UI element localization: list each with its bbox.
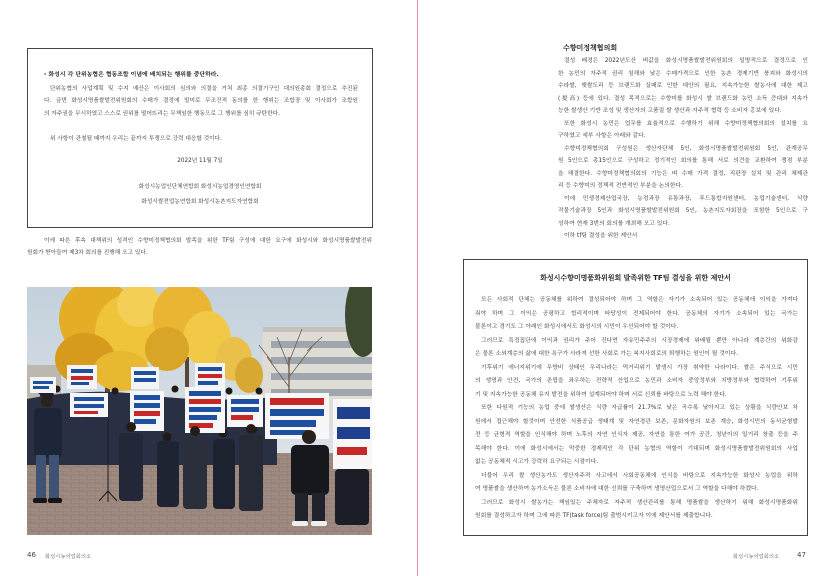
person-body: [239, 435, 263, 511]
sign-lettering-block: [74, 404, 104, 408]
sign-lettering-block: [231, 407, 259, 412]
protest-sign: [185, 387, 225, 433]
person-head: [126, 422, 136, 432]
intro-line: 작물기술과장 5인과 화성시명품쌀발전위원회 5인, 농촌지도자회장을 포함한 5인으로 구: [558, 208, 808, 214]
sign-board: [30, 377, 56, 393]
proposal-line: 목해야 한다. 이에 화성시에서는 막중한 경제적인 각 단위 농협의 역할이 기대되며 화성시명품쌀발전위원회의 사업: [475, 445, 798, 452]
sign-lettering-block: [33, 386, 49, 389]
protest-sign: [70, 393, 108, 417]
protest-sign: [333, 399, 372, 469]
person-head: [256, 388, 263, 395]
proposal-line: 원에서 접근해야 할것이며 안전한 식품공급 생태계 및 자연경관 보존, 문화자원의 보존 계승, 화성시민의 동서균형발: [475, 418, 798, 425]
protest-sign: [195, 363, 225, 389]
statement-date: 2022년 11월 7일: [177, 158, 223, 164]
protest-sign: [30, 377, 56, 393]
sign-lettering-block: [198, 367, 222, 371]
intro-line: 구하였고 세부 사항은 아래와 같다.: [558, 133, 646, 139]
intro-line: 이에 민생경제산업국장, 농정과장 유통과장, 푸드통합지원센터, 농업기술센터, 식량: [564, 195, 808, 202]
statement-body-line: 단위농협의 사업계획 및 수지 예산은 이사회의 심의와 의결을 거쳐 최종 의결기구인 대의원총회 결정으로 추진된: [50, 86, 358, 92]
intro-line: 결성 배경은 2022년도산 벼값을 화성시명품쌀발전위원회의 일방적으로 결정으로 인: [564, 58, 808, 64]
sign-lettering-block: [134, 378, 156, 382]
sign-lettering-block: [198, 381, 218, 385]
sign-lettering-block: [231, 415, 253, 420]
intro-line: 수향미정책협의회 구성원은 생산자단체 5인, 화성시명품쌀발전위원회 5인, 관계공무: [564, 145, 808, 152]
sign-lettering-block: [189, 399, 221, 404]
proposal-line: 더불어 우리 쌀 생산농가도 생산자주적 사고에서 사회공동체에 인식을 바탕으로 지속가능한 화성시 농업을 위하: [481, 472, 798, 479]
sign-lettering-block: [270, 430, 308, 435]
person-head: [226, 388, 233, 395]
page-number-left: 46: [27, 551, 36, 559]
intro-line: 이하 tf팀 결성을 위한 제안서: [564, 233, 638, 239]
follow-up-line: 이에 따른 후속 대책위의 성격인 수향미정책협의회 발족을 위한 TF팀 구성에 대한 요구에 화성시와 화성시명품쌀발전위: [44, 238, 372, 244]
person-shoe: [311, 521, 327, 526]
proposal-line: 또한 다원적 기능의 농업 중에 쌀생산은 식량 자급률이 21.7%로 낮은 곡수록 낮아지고 있는 상황을 식량안보 차: [481, 405, 798, 411]
proposal-line: 기 및 지속가능한 공동체 유지 발전을 위하여 설계되어야 하며 서로 신뢰를 바탕으로 노력 해야 한다.: [475, 391, 727, 398]
statement-closing: 위 사항이 관철될 때까지 우리는 끝까지 투쟁으로 강력 대응할 것이다.: [50, 136, 222, 142]
footer-label-right: 화성시농어업회의소: [733, 554, 780, 560]
intro-line: 성하여 현재 3번의 회의를 개최해 오고 있다.: [558, 220, 670, 227]
intro-line: 또한 화성시 농민은 업무를 효율적으로 수행하기 위해 수향미정책협의회의 설치를 요: [564, 120, 808, 127]
person-leg: [36, 455, 46, 499]
statement-body-line: 다. 금번 화성시명품쌀발전위원회의 수매가 결정에 빌미로 무조건적 동의를 한 행위는 조합장 및 이사회가 조합원: [44, 98, 358, 104]
person-head: [112, 388, 119, 395]
intro-line: (提高) 등에 있다. 결성 목적으로는 수향미를 화성시 쌀 브랜드화 농민 소득 증대와 지속가: [558, 95, 808, 102]
person-jacket: [34, 408, 62, 458]
intro-line: 을 해결한다. 수향미정책협의회의 기능은 벼 수매 가격 결정, 직판장 설치 및 관리 체제관: [558, 170, 808, 177]
statement-body-line: 의 자주권을 무시하였고 스스로 권위를 떨어뜨리는 무책임한 행동으로 그 행위를 심히 규탄한다.: [44, 111, 280, 117]
statement-headline: - 화성시 각 단위농협은 협동조합 이념에 배치되는 행위를 중단하라.: [44, 72, 219, 78]
person-jacket: [291, 445, 329, 495]
proposal-line: 여 명품쌀을 생산하여 농가소득은 물론 소비자에 대한 신뢰를 구축하여 생명산업으로서 그 역할을 다해야 하겠다.: [475, 486, 759, 492]
sign-lettering-block: [134, 371, 156, 375]
intro-line: 수라쌀, 햇쌀도리 등 브랜드화 실패로 인한 대안의 필요, 지속가능한 쌀농사에 대한 제고: [558, 83, 808, 89]
proposal-line: 물론이고 경기도 그 아래인 화성시에서도 화성시의 시민이 우선되어야 할 것이다.: [475, 324, 679, 330]
sign-lettering-block: [71, 369, 93, 373]
person-head: [163, 433, 172, 442]
tree-canopy: [145, 327, 189, 371]
proposal-line: 은 물론 소외계층의 삶에 대한 욕구가 사라져 선한 사회로 가는 복지사회로의 퇴행하는 원인이 될 것이다.: [475, 351, 738, 357]
sign-lettering-block: [189, 415, 217, 420]
sign-lettering-block: [270, 398, 324, 405]
sign-lettering-block: [189, 391, 221, 396]
proposal-line: 전 등 균형적 역할을 인식해야 하며 노후의 자연 인식자 제공, 자연을 통한 여가 공간, 청년이의 일거리 창출 등을 주: [475, 432, 798, 438]
sign-lettering-block: [134, 419, 156, 424]
sign-lettering-block: [71, 382, 89, 385]
sign-lettering-block: [33, 381, 53, 384]
person-leg: [312, 493, 325, 523]
person-head: [190, 426, 200, 436]
proposal-line: 없는 공동체적 시고가 강력히 요구되는 시점이다.: [475, 459, 599, 465]
person-body: [213, 439, 235, 509]
footer-label-left: 화성시농어업회의소: [45, 554, 92, 560]
statement-box: [27, 48, 373, 228]
person-body: [335, 469, 369, 525]
person-shoe: [292, 521, 308, 526]
sign-lettering-block: [189, 407, 221, 412]
intro-line: 원 5인으로 총15인으로 구성하고 정기적인 회의를 통해 서로 의견을 교환하여 쟁점 부분: [558, 158, 808, 164]
building-window-row: [271, 373, 372, 380]
sign-lettering-block: [337, 447, 367, 455]
sign-lettering-block: [337, 407, 370, 419]
proposal-box: [463, 259, 808, 536]
proposal-title: 화성시수향미명품화위원회 발족위한 TF팀 결성을 위한 제안서: [540, 274, 731, 282]
proposal-line: 그러므로 특정집단에 이익과 권리가 주어 진다면 자유민주주의 시장경제에 위배될 뿐만 아니라 계층간의 위화감: [481, 337, 798, 344]
protest-sign: [265, 393, 329, 439]
statement-signatory: 화성시농업인단체연합회 화성시농업경영인연합회: [138, 184, 262, 190]
person-leg: [49, 455, 59, 499]
sign-lettering-block: [134, 403, 160, 408]
proposal-line: 그러므로 화성시 쌀농가는 책임있는 주체자로 자주적 생산관리를 통해 명품쌀을 생산하기 위해 화성시명품화위: [481, 499, 798, 506]
protest-sign: [131, 367, 159, 389]
person-body: [157, 441, 179, 507]
sign-lettering-block: [71, 376, 93, 380]
intro-line: 리 등 수향미의 정책적 전반적인 부분을 논의한다.: [558, 183, 683, 189]
follow-up-line: 원회가 받아들여 제3차 회의를 진행해 오고 있다.: [27, 250, 148, 256]
person-shoe: [48, 498, 62, 503]
person-cap: [40, 393, 54, 397]
statement-signatory: 화성시쌀전업농연합회 화성시농촌지도자연합회: [141, 199, 259, 205]
protest-sign: [67, 365, 97, 389]
section-heading: 수향미정책협의회: [563, 44, 618, 52]
person-body: [119, 433, 143, 501]
person-head: [302, 430, 316, 444]
person-body: [183, 437, 207, 509]
proposal-line: 줘야 하며 그 이익은 공평하고 합리적이며 타당성이 전제되어야 한다. 공동체의 자기가 소속되어 있는 국가는: [475, 310, 798, 317]
sign-lettering-block: [231, 399, 259, 404]
person-shoe: [33, 498, 47, 503]
proposal-line: 의 생명과 안전, 국가의 존립을 좌우하는 전략적 산업으로 농민과 소비자 중앙정부와 지방정부와 협력하여 기후위: [475, 378, 798, 384]
intro-line: 능한 쌀생산 기반 조성 및 생산자의 고품질 쌀 생산과 자주적 협력 등 소비자 홍보에 있다.: [558, 108, 782, 114]
page-number-right: 47: [797, 551, 806, 559]
person-head: [246, 424, 256, 434]
proposal-line: 원회를 결성하고자 하며 그에 따른 TF(task force)팀 출범시키고자 이에 제안서를 제출합니다.: [475, 513, 713, 519]
sign-lettering-block: [270, 409, 324, 416]
protest-sign: [227, 395, 263, 427]
protest-photo: [27, 287, 372, 535]
sign-lettering-block: [134, 395, 160, 400]
page-gutter-line: [417, 0, 418, 576]
proposal-line: 모든 사회적 단체는 공동체를 위하여 결성되어야 하며 그 역할은 자기가 소속되어 있는 공동체에 이익을 가져다: [481, 297, 798, 303]
person-leg: [295, 493, 308, 523]
sign-lettering-block: [337, 427, 370, 439]
sign-lettering-block: [270, 420, 316, 427]
proposal-line: 기후위기 에너지위기에 무방비 상태인 우리나라는 먹거리위기 발생시 가장 취약한 나라이다. 쌀은 주식으로 시민: [481, 364, 798, 371]
sign-lettering-block: [74, 411, 98, 414]
person-head: [172, 386, 179, 393]
intro-line: 한 농민의 자주적 권리 침해와 낮은 수매가격으로 인한 농촌 경제기반 붕괴와 화성시의: [558, 70, 808, 77]
sign-lettering-block: [74, 397, 104, 401]
sign-lettering-block: [134, 411, 160, 416]
sign-lettering-block: [198, 374, 222, 378]
